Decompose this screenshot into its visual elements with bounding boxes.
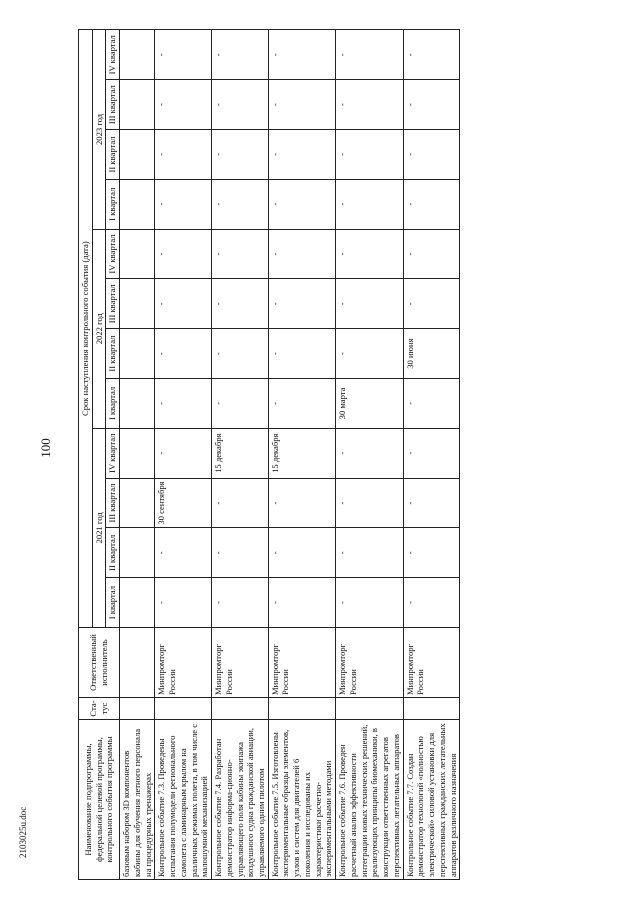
header-quarter: I квартал — [106, 379, 120, 429]
header-quarter: II квартал — [106, 528, 120, 578]
deadline-cell: - — [212, 179, 269, 229]
deadline-cell: - — [336, 80, 403, 130]
deadline-cell: - — [403, 80, 460, 130]
header-quarter: IV квартал — [106, 229, 120, 279]
header-quarter: III квартал — [106, 478, 120, 528]
status-cell — [120, 698, 155, 720]
table-row — [120, 30, 155, 880]
deadline-cell: 15 декабря — [268, 428, 335, 478]
deadline-cell: - — [212, 329, 269, 379]
deadline-cell — [120, 229, 155, 279]
deadline-cell: - — [212, 279, 269, 329]
status-cell — [268, 698, 335, 720]
header-quarter: III квартал — [106, 80, 120, 130]
deadline-cell: - — [268, 30, 335, 80]
deadline-cell: - — [268, 478, 335, 528]
deadline-cell: - — [336, 30, 403, 80]
deadline-cell: - — [155, 578, 212, 628]
deadline-cell: - — [155, 528, 212, 578]
deadline-cell: - — [336, 179, 403, 229]
event-name-cell: Контрольное событие 7.4. Разработан демонстратор информа-ционно- управляющего поля кабины экипажа воздушного судна гражданской авиации, управляемого одним пилотом — [212, 720, 269, 880]
deadline-cell: - — [155, 279, 212, 329]
event-name-cell: Контрольное событие 7.6. Проведен расчетный анализ эффективности интеграции новых технических решений, реализующих принципы биомеханики, в конструкции ответственных агрегатов перспективных летательных аппаратов — [336, 720, 403, 880]
deadline-cell: - — [155, 179, 212, 229]
deadline-cell — [120, 428, 155, 478]
deadline-cell — [120, 279, 155, 329]
header-responsible: Ответственный исполнитель — [79, 628, 120, 698]
deadline-cell: - — [268, 179, 335, 229]
responsible-cell: Минпромторг России — [155, 628, 212, 698]
deadline-cell — [120, 379, 155, 429]
deadline-cell: - — [268, 379, 335, 429]
table-row — [268, 30, 335, 880]
table-row — [155, 30, 212, 880]
deadline-cell — [120, 80, 155, 130]
event-name-cell: Контрольное событие 7.5. Изготовлены экспериментальные образцы элементов, узлов и систем для двигателей 6 поколения и исследованы их характеристики расчетно-экспериментальными методами — [268, 720, 335, 880]
header-year-2023: 2023 год — [92, 30, 106, 229]
header-quarter: IV квартал — [106, 428, 120, 478]
control-events-table — [78, 29, 460, 880]
deadline-cell: - — [155, 379, 212, 429]
deadline-cell: - — [212, 379, 269, 429]
responsible-cell — [120, 628, 155, 698]
status-cell — [336, 698, 403, 720]
deadline-cell: - — [155, 428, 212, 478]
deadline-cell: - — [155, 329, 212, 379]
event-name-cell: Контрольное событие 7.7. Создан демонстратор технологий «полностью электрической» силовой установки для перспективных гражданских летательных аппаратов различного назначения — [403, 720, 460, 880]
deadline-cell: - — [403, 478, 460, 528]
event-name-cell: Контрольное событие 7.3. Проведены испытания полумодели регионального самолета с ламинарным крылом на различных режимах полета, в том числе с малошумной механизацией — [155, 720, 212, 880]
header-deadline: Срок наступления контрольного события (дата) — [79, 30, 93, 628]
responsible-cell: Минпромторг России — [336, 628, 403, 698]
deadline-cell: - — [155, 30, 212, 80]
status-cell — [212, 698, 269, 720]
rotated-table-container — [78, 30, 618, 880]
table-row — [403, 30, 460, 880]
deadline-cell — [120, 578, 155, 628]
deadline-cell: - — [268, 130, 335, 180]
header-year-2021: 2021 год — [92, 428, 106, 627]
deadline-cell: - — [212, 30, 269, 80]
deadline-cell: 15 декабря — [212, 428, 269, 478]
header-status: Ста-тус — [79, 698, 120, 720]
deadline-cell: - — [268, 329, 335, 379]
deadline-cell — [120, 528, 155, 578]
deadline-cell: - — [403, 30, 460, 80]
deadline-cell: - — [155, 130, 212, 180]
deadline-cell: - — [336, 578, 403, 628]
status-cell — [403, 698, 460, 720]
deadline-cell: - — [403, 428, 460, 478]
deadline-cell: - — [336, 528, 403, 578]
deadline-cell: - — [336, 130, 403, 180]
deadline-cell: - — [212, 478, 269, 528]
deadline-cell — [120, 329, 155, 379]
header-quarter: IV квартал — [106, 30, 120, 80]
deadline-cell: - — [403, 130, 460, 180]
deadline-cell — [120, 30, 155, 80]
deadline-cell — [120, 179, 155, 229]
deadline-cell: - — [268, 528, 335, 578]
header-quarter: II квартал — [106, 130, 120, 180]
deadline-cell: - — [212, 80, 269, 130]
responsible-cell: Минпромторг России — [403, 628, 460, 698]
footer-filename: 2103025u.doc — [18, 806, 28, 858]
header-quarter: I квартал — [106, 578, 120, 628]
deadline-cell: - — [212, 130, 269, 180]
deadline-cell: 30 марта — [336, 379, 403, 429]
deadline-cell: - — [212, 528, 269, 578]
deadline-cell: - — [403, 179, 460, 229]
status-cell — [155, 698, 212, 720]
table-body — [120, 30, 460, 880]
deadline-cell: - — [268, 229, 335, 279]
deadline-cell: - — [336, 428, 403, 478]
header-quarter: II квартал — [106, 329, 120, 379]
header-year-2022: 2022 год — [92, 229, 106, 428]
header-quarter: I квартал — [106, 179, 120, 229]
deadline-cell — [120, 130, 155, 180]
deadline-cell: - — [403, 229, 460, 279]
event-name-cell: базовым набором 3D компонентов кабины для обучения летного персонала на процедурных тренажерах — [120, 720, 155, 880]
header-quarter: III квартал — [106, 279, 120, 329]
deadline-cell: - — [336, 229, 403, 279]
header-name: Наименование подпрограммы, федеральной целевой программы, контрольного события программы — [79, 720, 120, 880]
deadline-cell — [120, 478, 155, 528]
table-row — [212, 30, 269, 880]
deadline-cell: - — [155, 80, 212, 130]
deadline-cell: - — [155, 229, 212, 279]
deadline-cell: - — [268, 80, 335, 130]
responsible-cell: Минпромторг России — [268, 628, 335, 698]
deadline-cell: - — [268, 578, 335, 628]
deadline-cell: - — [403, 528, 460, 578]
deadline-cell: 30 сентября — [155, 478, 212, 528]
deadline-cell: - — [403, 379, 460, 429]
deadline-cell: - — [403, 578, 460, 628]
deadline-cell: - — [268, 279, 335, 329]
page-number: 100 — [37, 438, 53, 458]
deadline-cell: - — [403, 279, 460, 329]
deadline-cell: - — [212, 229, 269, 279]
deadline-cell: - — [336, 329, 403, 379]
deadline-cell: 30 июня — [403, 329, 460, 379]
deadline-cell: - — [336, 478, 403, 528]
table-row — [336, 30, 403, 880]
deadline-cell: - — [336, 279, 403, 329]
responsible-cell: Минпромторг России — [212, 628, 269, 698]
deadline-cell: - — [212, 578, 269, 628]
